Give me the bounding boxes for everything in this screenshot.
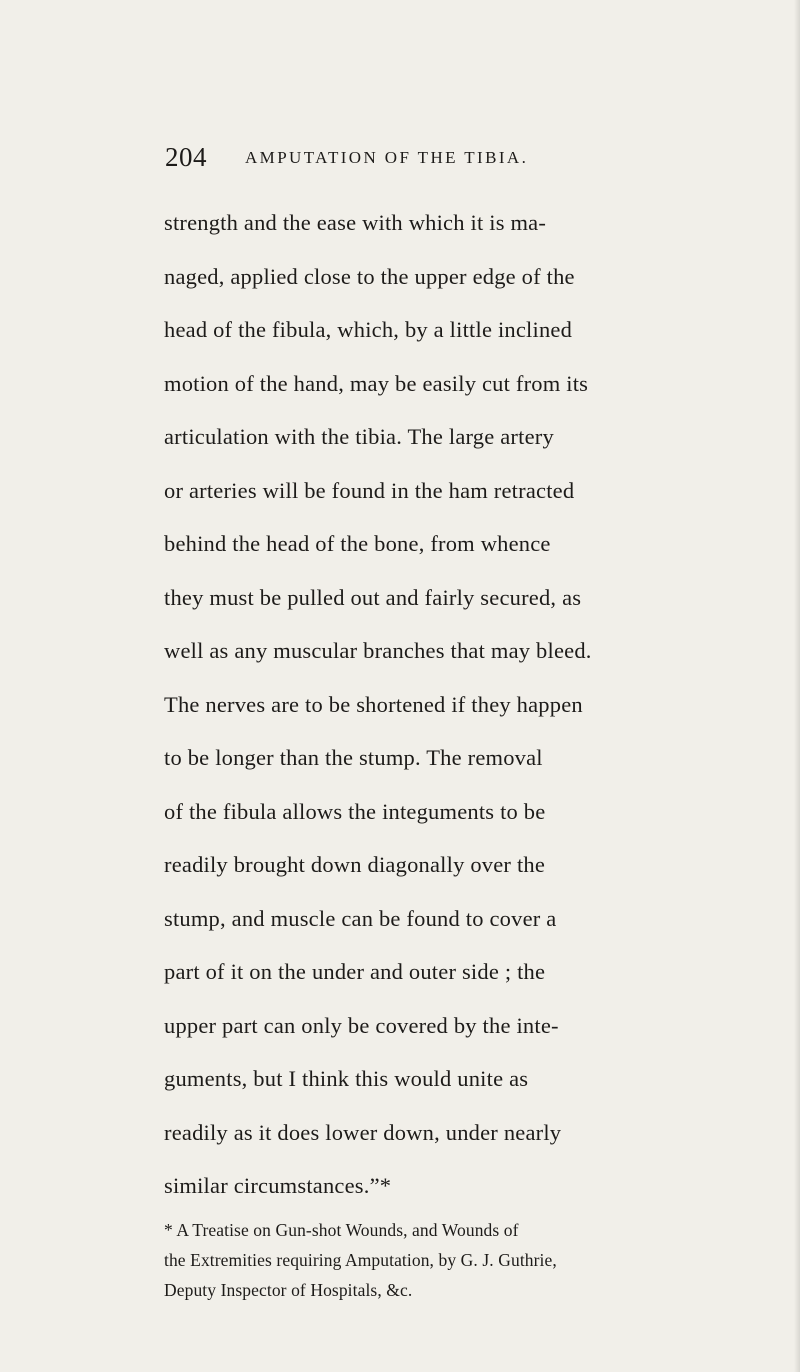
text-line: behind the head of the bone, from whence <box>164 531 551 556</box>
footnote-line: * A Treatise on Gun-shot Wounds, and Wounds of <box>164 1220 519 1240</box>
text-line: well as any muscular branches that may bleed. <box>164 638 592 663</box>
footnote-text <box>164 1215 724 1305</box>
text-line: The nerves are to be shortened if they happen <box>164 691 583 717</box>
page-edge-shadow <box>794 0 800 1372</box>
text-line: similar circumstances.”* <box>164 1173 392 1198</box>
text-line: motion of the hand, may be easily cut from its <box>164 370 589 396</box>
text-line: readily brought down diagonally over the <box>164 852 546 877</box>
page-number: 204 <box>165 142 207 172</box>
text-line: articulation with the tibia. The large artery <box>164 424 554 449</box>
body-text <box>164 196 704 1213</box>
text-line: of the fibula allows the integuments to be <box>164 798 546 824</box>
text-line: they must be pulled out and fairly secured, as <box>164 584 582 610</box>
footnote-line: the Extremities requiring Amputation, by G. J. Guthrie, <box>164 1250 557 1270</box>
footnote-line: Deputy Inspector of Hospitals, &c. <box>164 1280 413 1300</box>
text-line: part of it on the under and outer side ; the <box>164 959 546 984</box>
text-line: head of the fibula, which, by a little inclined <box>164 317 573 342</box>
running-head: AMPUTATION OF THE TIBIA. <box>245 148 529 167</box>
text-line: strength and the ease with which it is ma- <box>164 210 547 235</box>
page-header <box>165 142 665 178</box>
text-line: or arteries will be found in the ham retracted <box>164 477 575 503</box>
text-line: naged, applied close to the upper edge of the <box>164 263 575 289</box>
text-line: to be longer than the stump. The removal <box>164 745 543 770</box>
text-line: stump, and muscle can be found to cover a <box>164 905 557 931</box>
text-line: guments, but I think this would unite as <box>164 1066 529 1091</box>
text-line: readily as it does lower down, under nearly <box>164 1119 562 1145</box>
text-line: upper part can only be covered by the inte- <box>164 1012 559 1038</box>
